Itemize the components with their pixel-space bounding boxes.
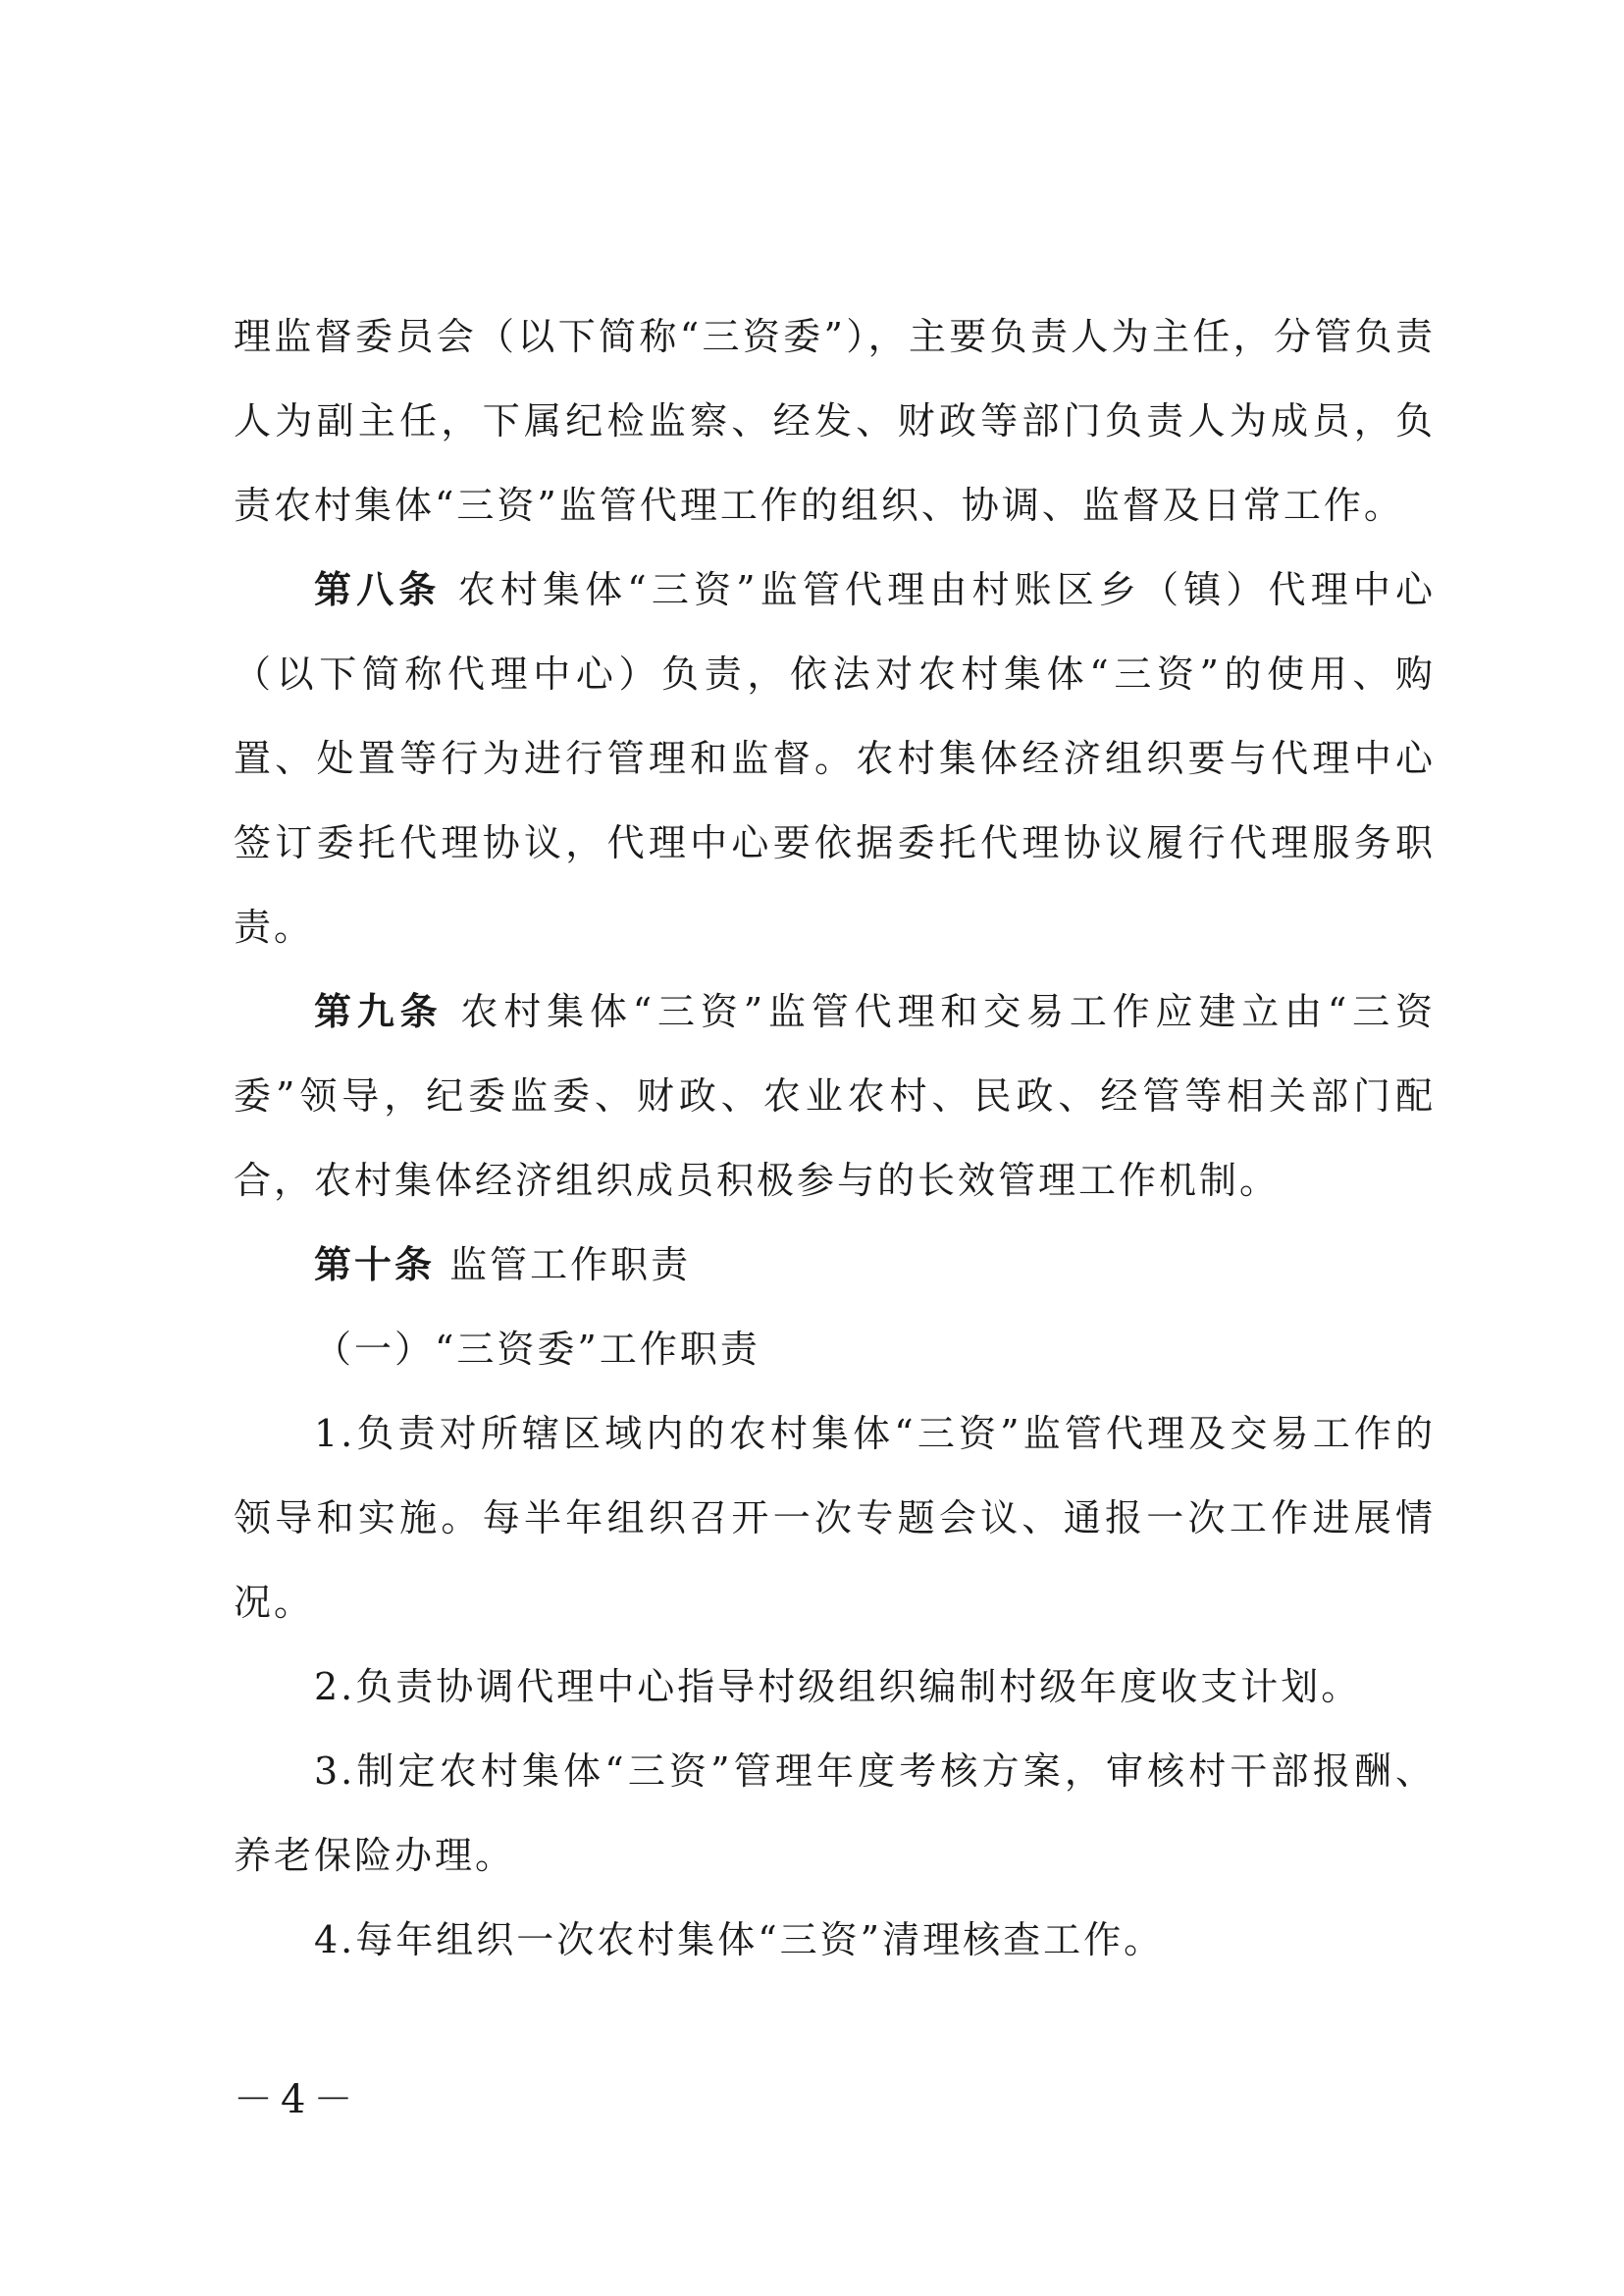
document-body: [234, 294, 1436, 1982]
paragraph-continuation: [234, 294, 1436, 548]
list-item-2: [234, 1644, 1436, 1729]
paragraph-article-8: [234, 548, 1436, 969]
paragraph-article-10: [234, 1223, 1436, 1307]
section-heading-text: （一）“三资委”工作职责: [314, 1328, 760, 1371]
section-heading: [234, 1307, 1436, 1391]
paragraph-text: 农村集体“三资”监管代理和交易工作应建立由“三资委”领导，纪委监委、财政、农业农村、民政、经管等相关部门配合，农村集体经济组织成员积极参与的长效管理工作机制。: [234, 990, 1436, 1202]
article-heading: 第九条: [314, 989, 444, 1033]
list-item-1: [234, 1391, 1436, 1644]
paragraph-text: 理监督委员会（以下简称“三资委”），主要负责人为主任，分管负责人为副主任，下属纪检监察、经发、财政等部门负责人为成员，负责农村集体“三资”监管代理工作的组织、协调、监督及日常工作。: [234, 315, 1436, 527]
list-item-text: 4.每年组织一次农村集体“三资”清理核查工作。: [314, 1918, 1165, 1961]
list-item-4: [234, 1898, 1436, 1982]
list-item-text: 3.制定农村集体“三资”管理年度考核方案，审核村干部报酬、养老保险办理。: [234, 1749, 1436, 1877]
article-heading: 第八条: [314, 567, 442, 611]
paragraph-text: 监管工作职责: [435, 1243, 692, 1286]
paragraph-article-9: [234, 969, 1436, 1223]
list-item-text: 1.负责对所辖区域内的农村集体“三资”监管代理及交易工作的领导和实施。每半年组织召开一次专题会议、通报一次工作进展情况。: [234, 1412, 1436, 1624]
list-item-3: [234, 1729, 1436, 1898]
article-heading: 第十条: [314, 1242, 436, 1286]
paragraph-text: 农村集体“三资”监管代理由村账区乡（镇）代理中心（以下简称代理中心）负责，依法对农村集体“三资”的使用、购置、处置等行为进行管理和监督。农村集体经济组织要与代理中心签订委托代理协议，代理中心要依据委托代理协议履行代理服务职责。: [234, 568, 1436, 949]
list-item-text: 2.负责协调代理中心指导村级组织编制村级年度收支计划。: [314, 1665, 1362, 1708]
page-number: －4－: [234, 2077, 361, 2122]
